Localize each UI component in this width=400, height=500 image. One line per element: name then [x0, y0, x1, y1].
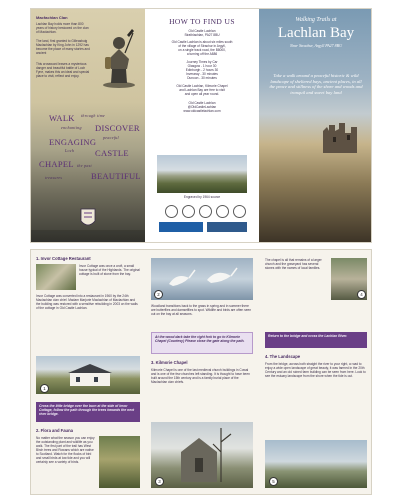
address-line: Strathlachlan, PA27 8BU	[184, 33, 220, 37]
word-chapel: CHAPEL	[39, 159, 74, 169]
word-discover: DISCOVER	[95, 123, 140, 133]
section-heading: 2. Flora and Fauna	[36, 428, 73, 433]
word-beautiful: BEAUTIFUL	[91, 171, 141, 181]
brochure-outer-side	[30, 8, 372, 243]
directions-text: Cross the little bridge over the burn at the side of Invor Cottage, follow the path through the trees towards the next river bridge.	[39, 404, 135, 416]
cottage-by-bay-photo	[36, 356, 140, 394]
intro-paragraph: Lachlan Bay holds more than 800 years of history bestowed on the clan of Maclachlan.	[36, 22, 89, 34]
directions-callout	[265, 332, 367, 348]
intro-panel	[31, 9, 145, 242]
sponsor-logo	[233, 205, 246, 218]
cover-tagline: Take a walk around a peaceful historic & wild landscape of sheltered bays, ancient places, in all the peace and stillness of the shore and woods and tranquil and sweet bay land	[269, 73, 363, 95]
cover-title: Lachlan Bay	[277, 25, 355, 41]
contact-twitter[interactable]: @OldCastleLachlan	[187, 105, 217, 109]
sponsor-logo	[216, 205, 229, 218]
sponsor-logo	[165, 205, 178, 218]
journey-heading: Journey Times by Car	[186, 60, 218, 64]
section-paragraph: Kilmorie Chapel is one of the last medieval church buildings in Cowal and is one of the few churches left standing. It is thought to have been built around the 15th century and is a family burial place of the Maclachlan clan chiefs.	[151, 368, 250, 384]
funding-logo-leader	[207, 222, 247, 232]
section-heading: 3. Kilmorie Chapel	[151, 360, 188, 365]
address-line: a turning off the A886	[186, 52, 218, 56]
address-line: Old Castle Lachlan is about six miles south	[171, 40, 233, 44]
journey-line: Inveraray - 30 minutes	[186, 72, 218, 76]
word-walk: WALK	[49, 113, 75, 123]
photo-number-badge: 1	[40, 384, 49, 393]
intro-heading: Macfachlan Clan	[36, 15, 68, 20]
word-treasures: treasures	[45, 175, 63, 180]
closing-line: and Lachlan Bay are free to visit	[179, 88, 225, 92]
section-paragraph: Woodland transitions back to the grass in spring and in summer there are butterflies and damselflies to spot. Wildlife and birds are often seen out on the bay at all seasons.	[151, 304, 252, 316]
section-paragraph: Invor Cottage was converted into a restaurant in 1960 by the 24th Maclachlan clan chief. Madam Marjorie Maclachlan of Maclachlan and the building was restored with a sensitive rebuilding in 2003 on the walls of the cottage in Old Castle Lachlan.	[36, 294, 138, 310]
inner-column-3	[259, 250, 372, 494]
cover-panel	[259, 9, 372, 242]
section-paragraph: No matter what the season you can enjoy the outstanding plant and wildlife as you walk. The first part of the trail has West Birch trees and Rowans which are native to Scotland. Watch for the flocks of bird and small birds at low tide and you will certainly see a variety of birds.	[36, 436, 95, 464]
photo-number-badge: 4	[357, 290, 366, 299]
word-engaging: ENGAGING	[49, 137, 97, 147]
bay-landscape-photo	[157, 155, 247, 193]
inner-column-1	[31, 250, 145, 494]
section-heading: 1. Invor Cottage Restaurant	[36, 256, 91, 261]
word-peaceful: peaceful	[103, 135, 119, 140]
landscape-photo	[265, 440, 367, 488]
sponsor-logo	[182, 205, 195, 218]
invor-cottage-photo	[36, 264, 76, 290]
word-the-past: the past	[77, 163, 92, 168]
swans-photo	[151, 258, 253, 300]
funding-logo-eu	[159, 222, 203, 232]
word-through-time: through time	[81, 113, 106, 118]
journey-line: Dunoon - 30 minutes	[187, 76, 217, 80]
section-paragraph: The chapel is all that remains of a larger church and the graveyard has several stones with the names of local families.	[265, 258, 322, 270]
photo-number-badge: 5	[269, 477, 278, 486]
brochure-inner-side	[30, 249, 372, 495]
address-line: Old Castle Lachlan	[188, 29, 216, 33]
photo-caption: Engraved by 1964 source	[183, 195, 221, 199]
closing-line: Old Castle Lachlan, Kilmorie Chapel	[176, 84, 228, 88]
directions-text: Return to the bridge and cross the Lachlan River.	[268, 334, 348, 338]
photo-number-badge: 2	[154, 290, 163, 299]
directions-callout	[36, 402, 140, 422]
address-line: on a single track road, the B8000,	[178, 48, 226, 52]
address-line: of the village of Strachur in Argyll,	[178, 44, 226, 48]
section-paragraph: Invor Cottage was once a croft, a small house typical of the Highlands. The original cottage is built of stone from the bay.	[79, 264, 140, 276]
journey-line: Edinburgh - 2 hours 30	[185, 68, 219, 72]
castle-ruin-illustration	[319, 119, 363, 153]
kilmorie-chapel-photo	[151, 422, 253, 488]
contact-facebook[interactable]: Old Castle Lachlan	[188, 101, 216, 105]
inner-column-2	[145, 250, 259, 494]
directions-callout	[151, 332, 253, 354]
word-loch: Loch	[65, 148, 75, 153]
directions-text: At the wood dark take the right fork to go to Kilmorie Chapel (Courtesy) Please close the gate along the path.	[155, 335, 245, 343]
cover-subtitle: Near Strachur, Argyll PA27 8BU	[289, 43, 343, 48]
word-enchanting: enchanting	[61, 125, 82, 130]
sponsor-logo	[199, 205, 212, 218]
word-castle: CASTLE	[95, 148, 129, 158]
clan-crest-logo	[79, 207, 97, 231]
photo-number-badge: 3	[155, 477, 164, 486]
how-to-find-us-heading: HOW TO FIND US	[169, 17, 235, 26]
section-paragraph: From the bridge, across both straight the river to your right, a road to enjoy a wide open landscape of great beauty, it was farmed in the 20th Century and an old ruined farm building can be seen from here. Look to see the estuary landscape from the shore when the tide is out.	[265, 362, 366, 378]
intro-paragraph: This crossword leaves a mysterious danger and beautiful battle of Loch Fyne, makes this an ideal and special place to visit, reflect and enjoy.	[36, 62, 90, 78]
contact-website[interactable]: www.oldcastlelachlan.com	[183, 109, 221, 113]
flora-photo	[99, 436, 140, 488]
panel-footer-shade	[31, 230, 145, 242]
journey-line: Glasgow - 1 hour 30	[187, 64, 217, 68]
how-to-find-us-panel	[145, 9, 259, 242]
cover-title-line1: Walking Trails at	[295, 17, 337, 23]
closing-line: and open all year round.	[184, 92, 220, 96]
intro-paragraph: The land, first granted to Gilleasbuig Maclachlan by King John in 1292 has become the place of many stories and ancient	[36, 39, 90, 55]
knight-statue-illustration	[99, 25, 139, 89]
section-heading: 4. The Landscape	[265, 354, 301, 359]
